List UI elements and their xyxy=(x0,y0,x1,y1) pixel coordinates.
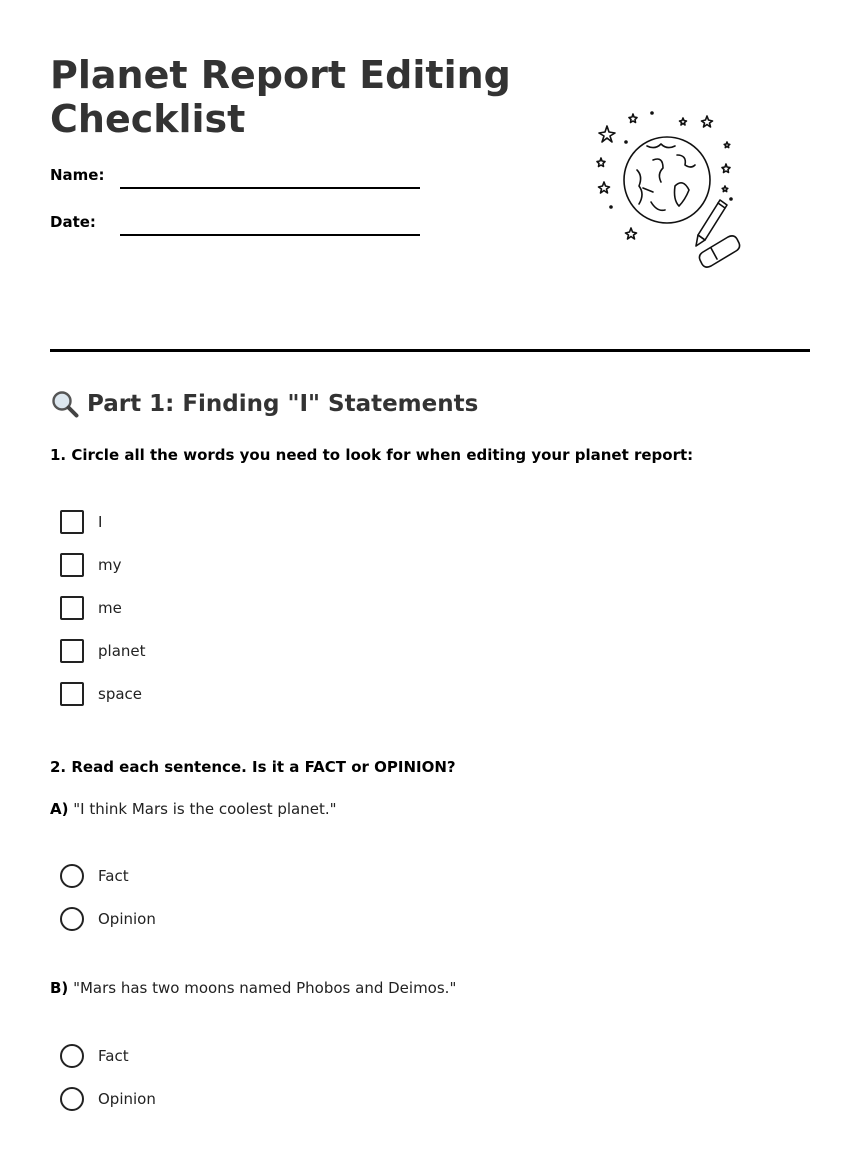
part1-heading xyxy=(50,388,478,420)
section-divider xyxy=(50,349,810,352)
checkbox[interactable] xyxy=(60,596,84,620)
name-field[interactable] xyxy=(120,187,420,189)
option-label: Opinion xyxy=(98,1090,156,1108)
radio-button[interactable] xyxy=(60,1087,84,1111)
name-label: Name: xyxy=(50,166,105,184)
planet-illustration xyxy=(585,100,755,280)
checkbox[interactable] xyxy=(60,639,84,663)
sentence-a xyxy=(50,800,337,818)
checkbox[interactable] xyxy=(60,553,84,577)
option-label: Opinion xyxy=(98,910,156,928)
page-title: Planet Report Editing Checklist xyxy=(50,53,511,141)
option-label: Fact xyxy=(98,867,129,885)
sentence-b-fact-option[interactable] xyxy=(60,1043,129,1069)
option-label: Fact xyxy=(98,1047,129,1065)
checkbox[interactable] xyxy=(60,682,84,706)
option-label: space xyxy=(98,685,143,703)
sentence-a-opinion-option[interactable] xyxy=(60,906,156,932)
date-label: Date: xyxy=(50,213,96,231)
word-option-me[interactable] xyxy=(60,595,122,621)
sentence-text: "Mars has two moons named Phobos and Deimos." xyxy=(73,979,457,997)
radio-button[interactable] xyxy=(60,907,84,931)
sentence-letter: B) xyxy=(50,979,69,997)
word-option-space[interactable] xyxy=(60,681,142,707)
option-label: planet xyxy=(98,642,146,660)
question-2-prompt: 2. Read each sentence. Is it a FACT or OPINION? xyxy=(50,758,456,776)
word-option-planet[interactable] xyxy=(60,638,146,664)
option-label: I xyxy=(98,513,103,531)
option-label: me xyxy=(98,599,122,617)
sentence-b xyxy=(50,979,456,997)
sentence-text: "I think Mars is the coolest planet." xyxy=(73,800,337,818)
question-1-prompt: 1. Circle all the words you need to look for when editing your planet report: xyxy=(50,446,694,464)
word-option-my[interactable] xyxy=(60,552,122,578)
sentence-b-opinion-option[interactable] xyxy=(60,1086,156,1112)
magnifying-glass-icon xyxy=(50,389,80,419)
sentence-letter: A) xyxy=(50,800,69,818)
checkbox[interactable] xyxy=(60,510,84,534)
date-field[interactable] xyxy=(120,234,420,236)
radio-button[interactable] xyxy=(60,864,84,888)
part1-heading-text: Part 1: Finding "I" Statements xyxy=(87,391,479,417)
option-label: my xyxy=(98,556,122,574)
sentence-a-fact-option[interactable] xyxy=(60,863,129,889)
radio-button[interactable] xyxy=(60,1044,84,1068)
word-option-i[interactable] xyxy=(60,509,102,535)
